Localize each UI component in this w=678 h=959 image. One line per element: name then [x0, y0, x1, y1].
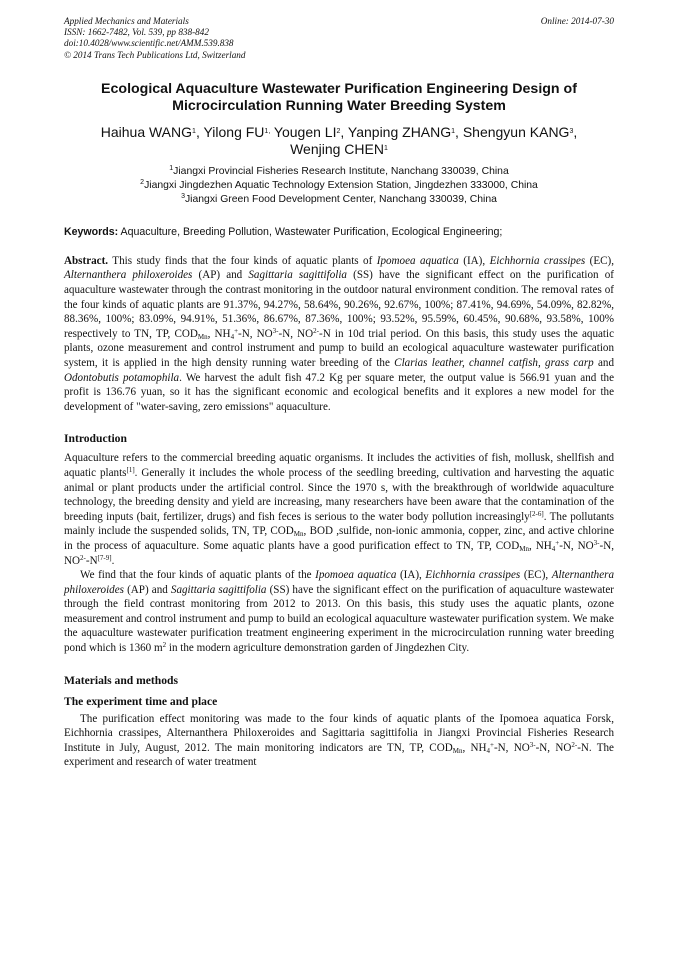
- affiliation-number: 1: [169, 164, 174, 172]
- body-text: The purification effect monitoring was made to the four kinds of aquatic plants of the Ipomoea aquatica Forsk, Eichhornia crassipes, Alternanthera Philoxeroides and Sagittaria sagittifolia in Jiangxi Provincial Fisheries Research Institute in July, August, 2012. The main monitoring indicators are TN, TP, COD: [64, 712, 614, 754]
- superscript: 3-: [529, 740, 536, 749]
- methods-paragraph-1: [64, 712, 614, 770]
- body-text: We find that the four kinds of aquatic plants of the: [80, 569, 316, 582]
- abstract: [64, 254, 614, 415]
- online-date: Online: 2014-07-30: [540, 16, 614, 26]
- subscript: 4: [230, 332, 235, 341]
- superscript: +: [555, 538, 560, 547]
- affiliation-list: [64, 165, 614, 207]
- intro-paragraph-2: [64, 568, 614, 656]
- fish-name: Odontobutis potamophila: [64, 371, 180, 384]
- body-text: in the modern agriculture demonstration garden of Jingdezhen City.: [166, 642, 470, 655]
- author-separator: ,: [455, 123, 463, 140]
- paper-body: [64, 432, 614, 770]
- body-text: (IA),: [396, 569, 426, 582]
- abstract-text: (AP) and: [192, 269, 249, 282]
- keywords-text: Aquaculture, Breeding Pollution, Wastewater Purification, Ecological Engineering;: [118, 225, 503, 238]
- author-name: Yanping ZHANG: [347, 123, 452, 140]
- author-name: Yilong FU: [203, 123, 265, 140]
- plant-name: Ipomoea aquatica: [315, 569, 397, 582]
- body-text: Aquaculture refers to the commercial breeding aquatic organisms. It includes the activities of fish, mollusk, shellfish and aquatic plants: [64, 452, 614, 479]
- body-text: . Generally it includes the whole process of the seedling breeding, cultivation and harvesting the aquatic animal or plant products under the artificial control. Since the 1970 s, with the breakthrough of worldwide aquaculture technology, the breeding density and yield are increasing, many researchers have been aware that the contamination of the breeding inputs (bait, fertilizer, drugs) and fish feces is serious to the water body pollution increasingly: [64, 466, 614, 523]
- title-line-2: Microcirculation Running Water Breeding System: [172, 97, 506, 114]
- affiliation-text: Jiangxi Provincial Fisheries Research Institute, Nanchang 330039, China: [173, 165, 509, 177]
- affiliation-number: 3: [181, 192, 185, 200]
- body-text: -N, NO: [559, 539, 594, 552]
- body-text: -N, NO: [535, 741, 572, 754]
- plant-name: Sagittaria sagittifolia: [170, 583, 267, 596]
- plant-name: Ipomoea aquatica: [376, 254, 459, 267]
- body-text: (EC),: [520, 569, 552, 582]
- body-text: , BOD ,sulfide, non-ionic ammonia, copper, zinc, and active chlorine in the process of aquaculture. Some aquatic plants have a good purification effect to TN, TP, COD: [64, 525, 614, 552]
- intro-paragraph-1: [64, 451, 614, 568]
- section-heading: Materials and methods: [64, 673, 179, 687]
- subsection-heading: The experiment time and place: [64, 694, 218, 708]
- affiliation-text: Jiangxi Jingdezhen Aquatic Technology Extension Station, Jingdezhen 333000, China: [144, 179, 538, 191]
- superscript: 3-: [272, 326, 279, 335]
- affiliation-text: Jiangxi Green Food Development Center, Nanchang 330039, China: [184, 193, 497, 205]
- issn-line: ISSN: 1662-7482, Vol. 539, pp 838-842: [64, 27, 209, 38]
- plant-name: Alternanthera philoxeroides: [64, 269, 193, 282]
- abstract-text: , NH: [207, 327, 231, 340]
- body-text: . The pollutants mainly include the suspended solids, TN, TP, COD: [64, 510, 614, 538]
- author-affiliation-mark: 1: [383, 145, 388, 153]
- citation: [1]: [126, 465, 135, 474]
- keywords: [64, 225, 614, 239]
- abstract-text: (SS) have the significant effect on the purification of aquaculture wastewater through the contrast monitoring in the outdoor natural environment condition. The removal rates of the four kinds of aquatic plants are 91.37%, 94.27%, 58.64%, 90.26%, 92.67%, 100%; 87.41%, 94.69%, 54.09%, 82.82%, 88.36%, 100%; 83.09%, 94.91%, 51.36%, 86.67%, 87.36%, 100%; 93.52%, 95.59%, 60.45%, 90.68%, 93.58%, 100% respectively to TN, TP, COD: [64, 269, 614, 340]
- citation: [7-9]: [97, 553, 112, 562]
- superscript: +: [234, 326, 239, 335]
- subscript: Mn: [452, 746, 463, 755]
- superscript: 3-: [593, 538, 600, 547]
- plant-name: Sagittaria sagittifolia: [248, 269, 347, 282]
- author-affiliation-mark: 3: [569, 127, 574, 135]
- plant-name: Eichhornia crassipes: [425, 569, 521, 582]
- abstract-label: Abstract.: [64, 254, 109, 267]
- abstract-text: (EC),: [585, 254, 615, 267]
- section-heading: Introduction: [64, 432, 127, 446]
- author-affiliation-mark: 1,: [264, 127, 271, 135]
- affiliation: [64, 165, 614, 179]
- superscript: 2: [162, 641, 167, 650]
- author-name: Shengyun KANG: [462, 123, 570, 140]
- body-text: -N, NO: [64, 539, 614, 567]
- superscript: +: [490, 740, 494, 749]
- author-affiliation-mark: 2: [336, 127, 341, 135]
- copyright-line: © 2014 Trans Tech Publications Ltd, Switzerland: [64, 49, 246, 60]
- author-name: Haihua WANG: [100, 123, 193, 140]
- keywords-label: Keywords:: [64, 225, 119, 238]
- superscript: 2-: [80, 553, 86, 562]
- abstract-text: . We harvest the adult fish 47.2 Kg per square meter, the output value is 566.91 yuan and the profit is 136.76 yuan, so it has the significant economic and ecological benefits and it explores a new model for the development of "water-saving, zero emissions" aquaculture.: [64, 371, 615, 413]
- abstract-text: -N, NO: [238, 327, 273, 340]
- author-separator: ,: [573, 123, 578, 140]
- abstract-text: and: [593, 356, 614, 369]
- affiliation-number: 2: [140, 178, 145, 186]
- paper-title: [64, 81, 614, 115]
- journal-name: Applied Mechanics and Materials: [64, 16, 189, 26]
- doi-line: doi:10.4028/www.scientific.net/AMM.539.838: [64, 38, 234, 49]
- author-name: Yougen LI: [273, 123, 337, 140]
- body-text: -N. The experiment and research of water treatment: [64, 741, 614, 769]
- affiliation: [64, 179, 614, 193]
- body-text: , NH: [462, 741, 487, 754]
- title-line-1: Ecological Aquaculture Wastewater Purification Engineering Design of: [101, 80, 577, 97]
- journal-header: [64, 16, 614, 61]
- body-text: (SS) have the significant effect on the purification of aquaculture wastewater through the field contrast monitoring from 2012 to 2013. On this basis, this study uses the aquatic plants, ozone measurement and control instrument and pump to build an ecological aquaculture wastewater purification system. We make the aquaculture wastewater purification treatment engineering experiment in the microcirculation running water breeding pond which is 1360 m: [64, 583, 614, 655]
- subscript: Mn: [519, 544, 529, 553]
- author-affiliation-mark: 1: [451, 127, 456, 135]
- abstract-text: -N in 10d trial period. On this basis, this study uses the aquatic plants, ozone measurement and control instrument and pump to build an ecological aquaculture wastewater purification system, it is applied in the high density running water breeding of the: [64, 327, 615, 369]
- subscript: Mn: [197, 332, 208, 341]
- abstract-text: This study finds that the four kinds of aquatic plants of: [108, 254, 377, 267]
- abstract-text: (IA),: [458, 254, 490, 267]
- author-affiliation-mark: 1: [192, 127, 196, 135]
- author-separator: ,: [195, 123, 204, 140]
- plant-name: Eichhornia crassipes: [489, 254, 586, 267]
- superscript: 2-: [313, 326, 320, 335]
- author-name: Wenjing CHEN: [290, 141, 384, 158]
- author-separator: ,: [340, 123, 348, 140]
- body-text: -N: [85, 554, 98, 567]
- body-text: .: [111, 554, 115, 567]
- author-list: [64, 124, 614, 159]
- affiliation: [64, 193, 614, 207]
- body-text: , NH: [528, 539, 552, 552]
- abstract-text: -N, NO: [278, 327, 314, 340]
- subscript: Mn: [293, 530, 304, 539]
- subscript: 4: [486, 746, 491, 755]
- citation: [2-6]: [529, 509, 544, 518]
- body-text: -N, NO: [493, 741, 530, 754]
- superscript: 2-: [571, 740, 578, 749]
- body-text: (AP) and: [123, 583, 171, 596]
- subscript: 4: [551, 544, 556, 553]
- fish-names: Clarias leather, channel catfish, grass carp: [394, 356, 594, 369]
- plant-name: Alternanthera philoxeroides: [64, 569, 614, 596]
